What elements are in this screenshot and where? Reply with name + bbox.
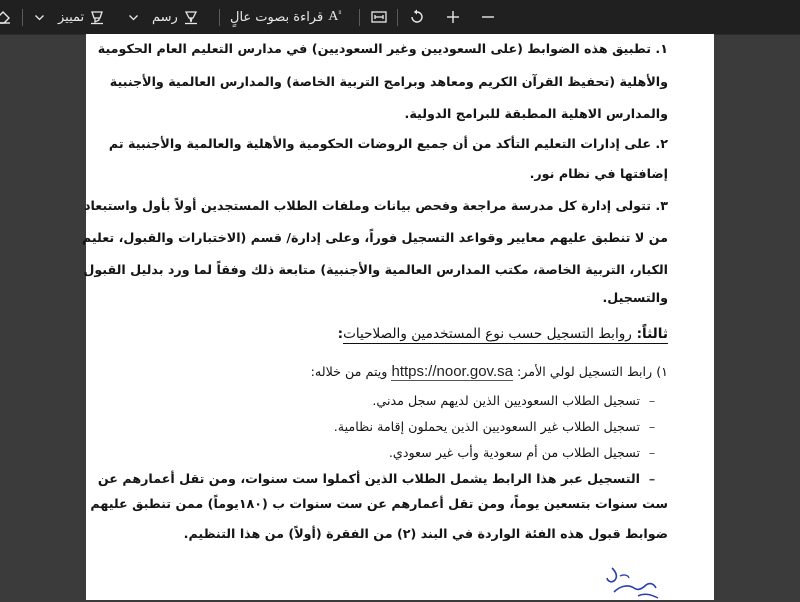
fit-page-button[interactable]	[370, 0, 388, 34]
signature-image	[598, 562, 668, 602]
paragraph-line: والأهلية (تحفيظ القرآن الكريم ومعاهد وبرامج التربية الخاصة) والمدارس العالمية والأجنبية	[109, 74, 668, 89]
toolbar-separator	[219, 9, 220, 26]
highlight-label: تمييز	[58, 9, 85, 25]
paragraph-line: ٢. على إدارات التعليم التأكد من أن جميع الروضات الحكومية والأهلية والعالمية والأجنبية تم	[108, 136, 668, 151]
toolbar-separator	[397, 9, 398, 26]
pen-icon	[183, 9, 199, 25]
rotate-button[interactable]	[408, 0, 426, 34]
zoom-out-icon	[480, 9, 496, 25]
paragraph-line: ٣. تتولى إدارة كل مدرسة مراجعة وفحص بيانات وملفات الطلاب المستجدين أولاً بأول واستبعاد	[84, 198, 668, 213]
paragraph-line: ١. تطبيق هذه الضوابط (على السعوديين وغير السعوديين) في مدارس التعليم العام الحكومية	[97, 41, 668, 56]
paragraph-line: ست سنوات بتسعين يوماً، ومن تقل أعمارهم عن ست سنوات ب (١٨٠يوماً) ممن تنطبق عليهم	[90, 496, 668, 511]
paragraph-line: من لا تنطبق عليهم معايير وقواعد التسجيل فوراً، وعلى إدارة/ قسم (الاختبارات والقبول، تعليم	[81, 230, 668, 245]
rotate-icon	[408, 8, 426, 26]
zoom-out-button[interactable]	[480, 0, 496, 34]
read-aloud-icon: ᴵᴵ	[338, 9, 342, 18]
read-aloud-label: قراءة بصوت عالٍ	[230, 9, 324, 25]
link-intro: ١) رابط التسجيل لولي الأمر:	[517, 364, 668, 379]
chevron-down-icon	[128, 12, 139, 23]
highlighter-icon	[89, 9, 105, 25]
list-item: –التسجيل عبر هذا الرابط يشمل الطلاب الذين أكملوا ست سنوات، ومن تقل أعمارهم عن	[97, 471, 656, 486]
zoom-in-button[interactable]	[445, 0, 461, 34]
draw-label: رسم	[152, 9, 178, 25]
text-size-icon: $A^{ᴵᴵ}$	[328, 9, 342, 24]
paragraph-line: والمدارس الاهلية المطبقة للبرامج الدولية.	[404, 106, 668, 121]
draw-dropdown-button[interactable]	[128, 0, 139, 34]
eraser-button[interactable]	[0, 0, 12, 34]
list-item: –تسجيل الطلاب من أم سعودية وأب غير سعودي.	[388, 445, 656, 460]
fit-page-icon	[370, 9, 388, 25]
list-item: –تسجيل الطلاب السعوديين الذين لديهم سجل مدني.	[372, 393, 656, 408]
paragraph-line: ضوابط قبول هذه الفئة الواردة في البند (٢) من الفقرة (أولاً) من هذا التنظيم.	[183, 526, 668, 541]
highlight-dropdown-button[interactable]	[34, 0, 45, 34]
noor-link[interactable]: https://noor.gov.sa	[391, 363, 513, 380]
pdf-toolbar	[0, 0, 800, 35]
draw-button[interactable]	[152, 0, 199, 34]
toolbar-separator	[22, 9, 23, 26]
registration-link-line	[132, 362, 668, 382]
toolbar-separator	[359, 9, 360, 26]
read-aloud-button[interactable]	[230, 0, 342, 34]
document-page	[81, 34, 714, 600]
chevron-down-icon	[34, 12, 45, 23]
list-item: –تسجيل الطلاب غير السعوديين الذين يحملون إقامة نظامية.	[333, 419, 656, 434]
highlight-button[interactable]	[58, 0, 105, 34]
zoom-in-icon	[445, 9, 461, 25]
paragraph-line: والتسجيل.	[602, 290, 668, 305]
eraser-icon	[0, 9, 12, 25]
section-heading: ثالثاً: روابط التسجيل حسب نوع المستخدمين والصلاحيات:	[337, 326, 668, 342]
link-outro: ويتم من خلاله:	[310, 364, 388, 379]
paragraph-line: إضافتها في نظام نور.	[529, 166, 668, 181]
paragraph-line: الكبار، التربية الخاصة، مكتب المدارس العالمية والأجنبية) متابعة ذلك وفقاً لما ورد بدليل القبول	[83, 262, 668, 277]
